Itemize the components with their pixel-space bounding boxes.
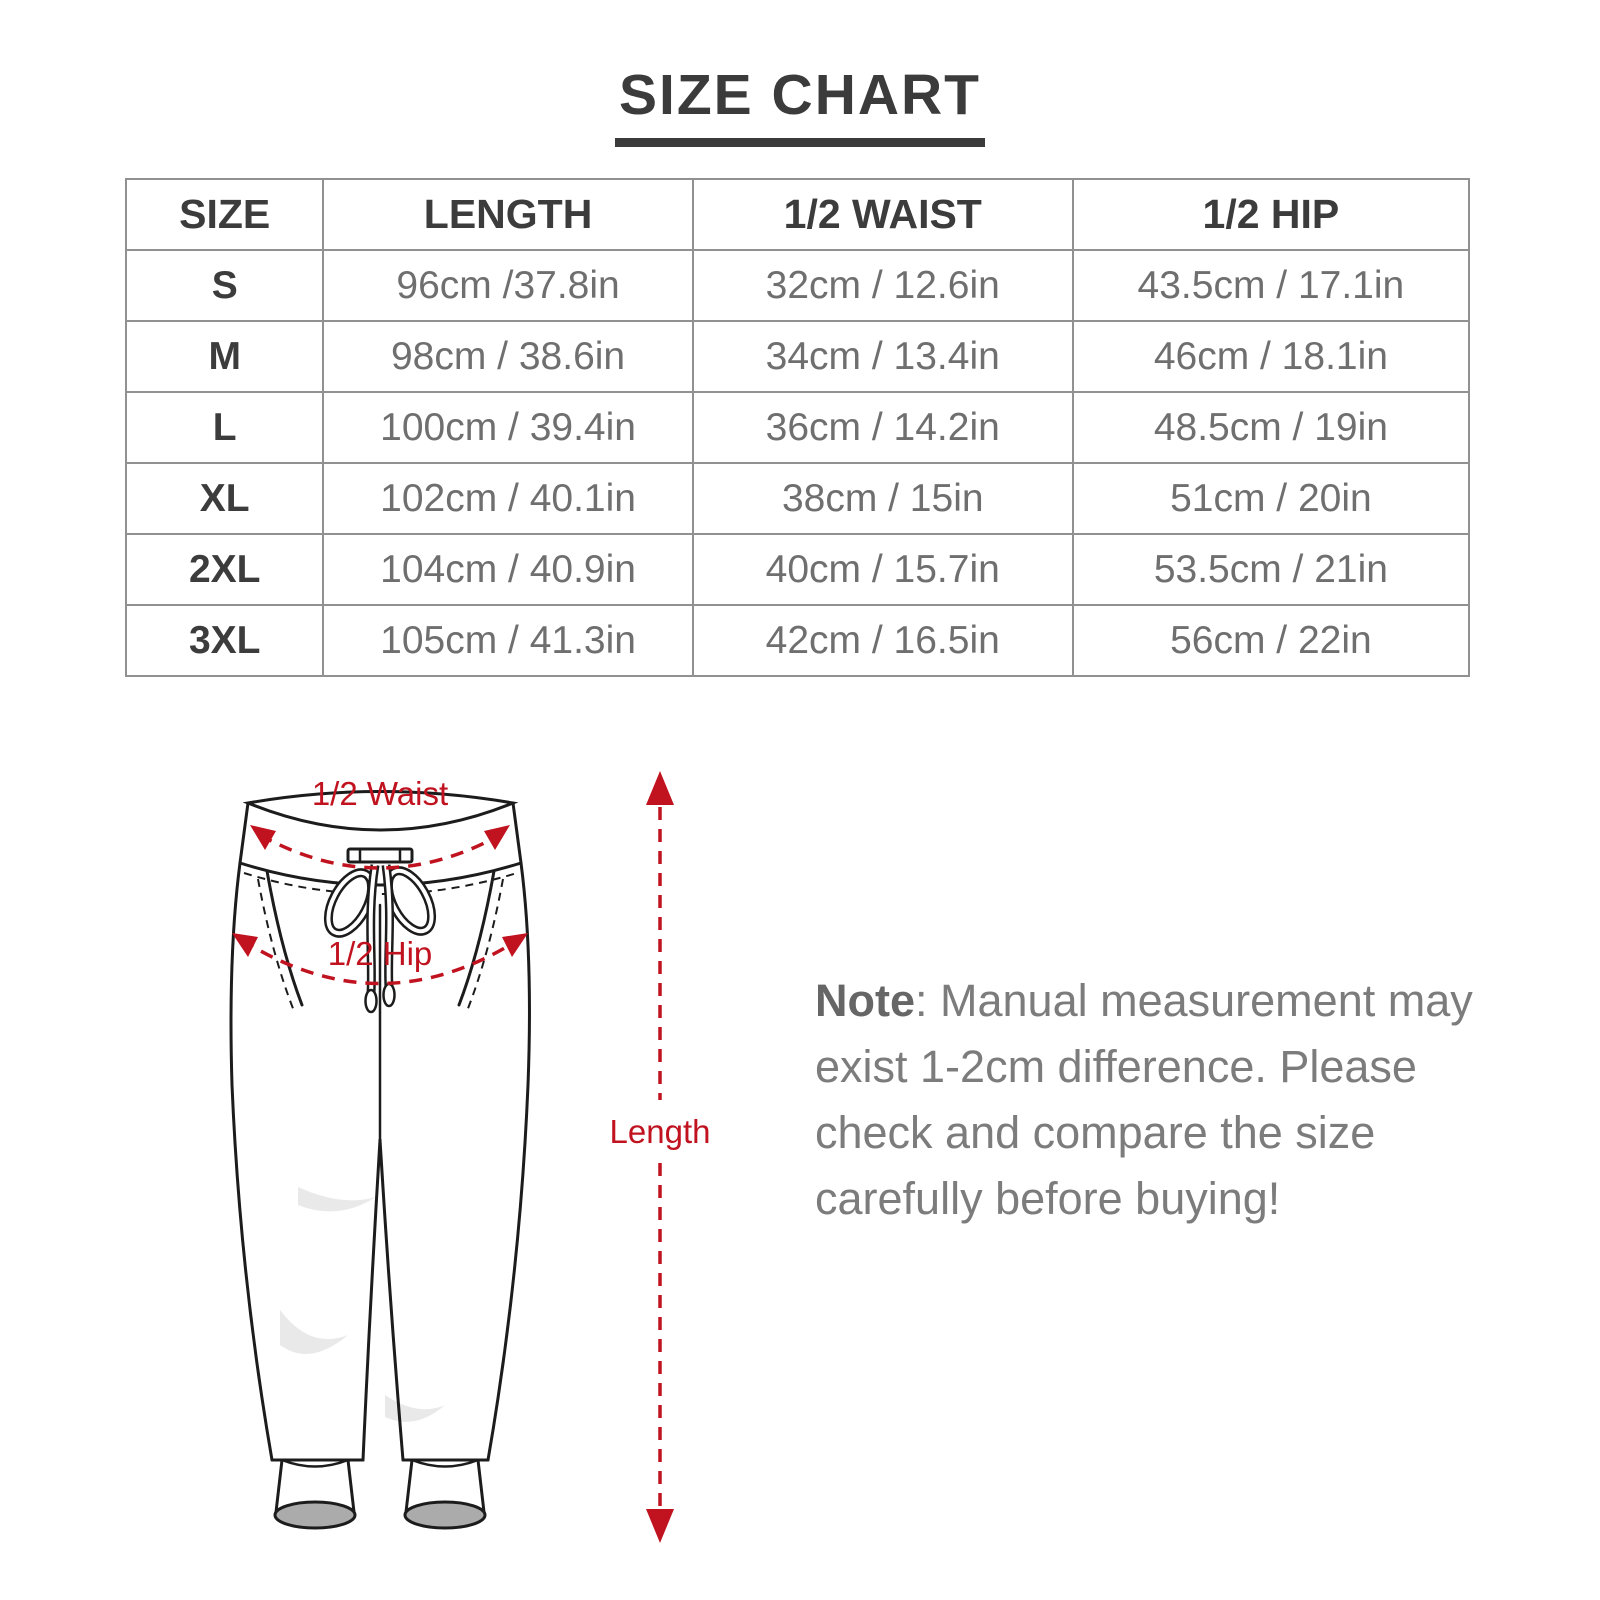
length-measure-arrow <box>646 771 674 1543</box>
cell-length: 102cm / 40.1in <box>323 463 692 534</box>
cell-hip: 46cm / 18.1in <box>1073 321 1469 392</box>
cuff-left <box>275 1460 355 1528</box>
cell-hip: 51cm / 20in <box>1073 463 1469 534</box>
header-size: SIZE <box>126 179 323 250</box>
size-table-header <box>126 179 1469 250</box>
cell-length: 98cm / 38.6in <box>323 321 692 392</box>
cell-length: 104cm / 40.9in <box>323 534 692 605</box>
length-label: Length <box>609 1113 711 1150</box>
cell-size: L <box>126 392 323 463</box>
cuff-right <box>405 1460 485 1528</box>
note-text: : Manual measurement may exist 1-2cm difference. Please check and compare the size carefully before buying! <box>815 975 1473 1224</box>
cell-waist: 32cm / 12.6in <box>693 250 1073 321</box>
table-row <box>126 392 1469 463</box>
table-row <box>126 250 1469 321</box>
cell-hip: 56cm / 22in <box>1073 605 1469 676</box>
size-table <box>125 178 1470 677</box>
cell-size: M <box>126 321 323 392</box>
pants-illustration <box>231 792 529 1529</box>
header-length: LENGTH <box>323 179 692 250</box>
table-row <box>126 534 1469 605</box>
cell-waist: 42cm / 16.5in <box>693 605 1073 676</box>
table-row <box>126 605 1469 676</box>
cell-waist: 36cm / 14.2in <box>693 392 1073 463</box>
cell-waist: 40cm / 15.7in <box>693 534 1073 605</box>
table-row <box>126 321 1469 392</box>
page-title-row <box>0 62 1600 147</box>
cell-hip: 53.5cm / 21in <box>1073 534 1469 605</box>
header-row <box>126 179 1469 250</box>
header-waist: 1/2 WAIST <box>693 179 1073 250</box>
cell-size: 3XL <box>126 605 323 676</box>
hip-label: 1/2 Hip <box>327 935 433 972</box>
table-row <box>126 463 1469 534</box>
cell-size: XL <box>126 463 323 534</box>
cell-size: 2XL <box>126 534 323 605</box>
page-title: SIZE CHART <box>615 62 985 147</box>
cell-waist: 34cm / 13.4in <box>693 321 1073 392</box>
cell-length: 100cm / 39.4in <box>323 392 692 463</box>
cell-hip: 43.5cm / 17.1in <box>1073 250 1469 321</box>
pants-measurement-diagram <box>180 755 760 1565</box>
cell-length: 105cm / 41.3in <box>323 605 692 676</box>
cell-waist: 38cm / 15in <box>693 463 1073 534</box>
cell-length: 96cm /37.8in <box>323 250 692 321</box>
note-label: Note <box>815 975 915 1026</box>
measurement-note <box>815 968 1515 1232</box>
waist-label: 1/2 Waist <box>311 775 449 812</box>
header-hip: 1/2 HIP <box>1073 179 1469 250</box>
cell-size: S <box>126 250 323 321</box>
cell-hip: 48.5cm / 19in <box>1073 392 1469 463</box>
